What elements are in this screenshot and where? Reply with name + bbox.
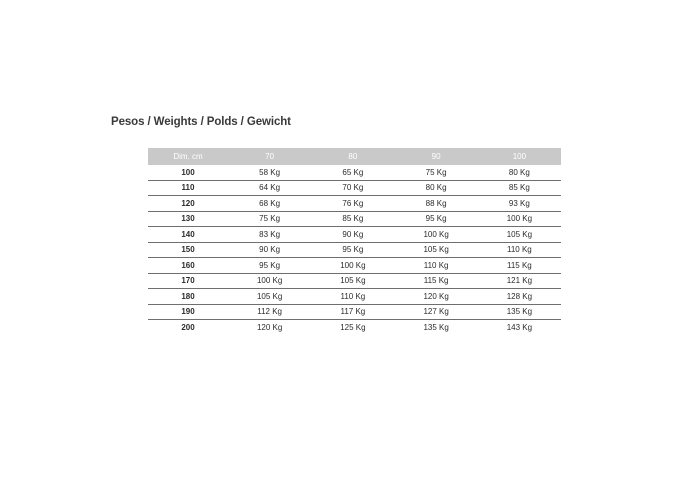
header-cell-dimension: Dim. cm <box>148 148 228 165</box>
page-title: Pesos / Weights / Polds / Gewicht <box>111 116 291 128</box>
table-cell: 90 Kg <box>228 242 311 258</box>
table-cell: 65 Kg <box>311 165 394 180</box>
table-cell: 117 Kg <box>311 304 394 320</box>
header-cell-80: 80 <box>311 148 394 165</box>
row-dimension: 120 <box>148 196 228 212</box>
table-row <box>148 258 561 274</box>
table-cell: 112 Kg <box>228 304 311 320</box>
table-cell: 128 Kg <box>478 289 561 305</box>
table-row <box>148 320 561 335</box>
table-cell: 143 Kg <box>506 322 533 332</box>
table-cell: 110 Kg <box>478 242 561 258</box>
table-cell: 75 Kg <box>395 165 478 180</box>
table-cell: 121 Kg <box>478 273 561 289</box>
table-cell: 100 Kg <box>478 211 561 227</box>
table-row <box>148 304 561 320</box>
table-cell: 95 Kg <box>395 211 478 227</box>
table-cell: 88 Kg <box>395 196 478 212</box>
table-row <box>148 227 561 243</box>
table-cell: 105 Kg <box>395 242 478 258</box>
table-row <box>148 211 561 227</box>
table-row <box>148 180 561 196</box>
row-dimension: 170 <box>148 273 228 289</box>
table-cell: 127 Kg <box>395 304 478 320</box>
table-cell: 105 Kg <box>478 227 561 243</box>
row-dimension: 110 <box>148 180 228 196</box>
table-cell: 110 Kg <box>395 258 478 274</box>
table-cell: 120 Kg <box>395 289 478 305</box>
table-cell: 64 Kg <box>228 180 311 196</box>
table-cell: 85 Kg <box>478 180 561 196</box>
table-row <box>148 242 561 258</box>
header-cell-70: 70 <box>228 148 311 165</box>
table-cell: 68 Kg <box>228 196 311 212</box>
table-cell: 76 Kg <box>311 196 394 212</box>
row-dimension: 140 <box>148 227 228 243</box>
row-dimension: 200 <box>181 322 195 332</box>
row-dimension: 190 <box>148 304 228 320</box>
table-cell: 75 Kg <box>228 211 311 227</box>
table-cell: 105 Kg <box>228 289 311 305</box>
table-cell: 93 Kg <box>478 196 561 212</box>
table-row <box>148 196 561 212</box>
table-cell: 135 Kg <box>423 322 449 332</box>
table-header-row <box>148 148 561 165</box>
row-dimension: 180 <box>148 289 228 305</box>
table-cell: 58 Kg <box>228 165 311 180</box>
table-cell: 135 Kg <box>478 304 561 320</box>
table-cell: 95 Kg <box>311 242 394 258</box>
table-cell: 90 Kg <box>311 227 394 243</box>
table-cell: 100 Kg <box>395 227 478 243</box>
table-cell: 125 Kg <box>340 322 366 332</box>
table-cell: 115 Kg <box>478 258 561 274</box>
table-cell: 105 Kg <box>311 273 394 289</box>
table-cell: 95 Kg <box>228 258 311 274</box>
weights-table <box>148 148 561 335</box>
table-cell: 100 Kg <box>228 273 311 289</box>
table-cell: 110 Kg <box>311 289 394 305</box>
table-cell: 83 Kg <box>228 227 311 243</box>
table-cell: 100 Kg <box>311 258 394 274</box>
table-cell: 115 Kg <box>395 273 478 289</box>
header-cell-90: 90 <box>395 148 478 165</box>
row-dimension: 130 <box>148 211 228 227</box>
header-cell-100: 100 <box>478 148 561 165</box>
table-cell: 120 Kg <box>256 322 283 332</box>
table-cell: 85 Kg <box>311 211 394 227</box>
row-dimension: 150 <box>148 242 228 258</box>
row-dimension: 100 <box>148 165 228 180</box>
table-cell: 80 Kg <box>395 180 478 196</box>
row-dimension: 160 <box>148 258 228 274</box>
table-cell: 80 Kg <box>478 165 561 180</box>
table-row <box>148 273 561 289</box>
table-cell: 70 Kg <box>311 180 394 196</box>
table-row <box>148 165 561 180</box>
table-row <box>148 289 561 305</box>
